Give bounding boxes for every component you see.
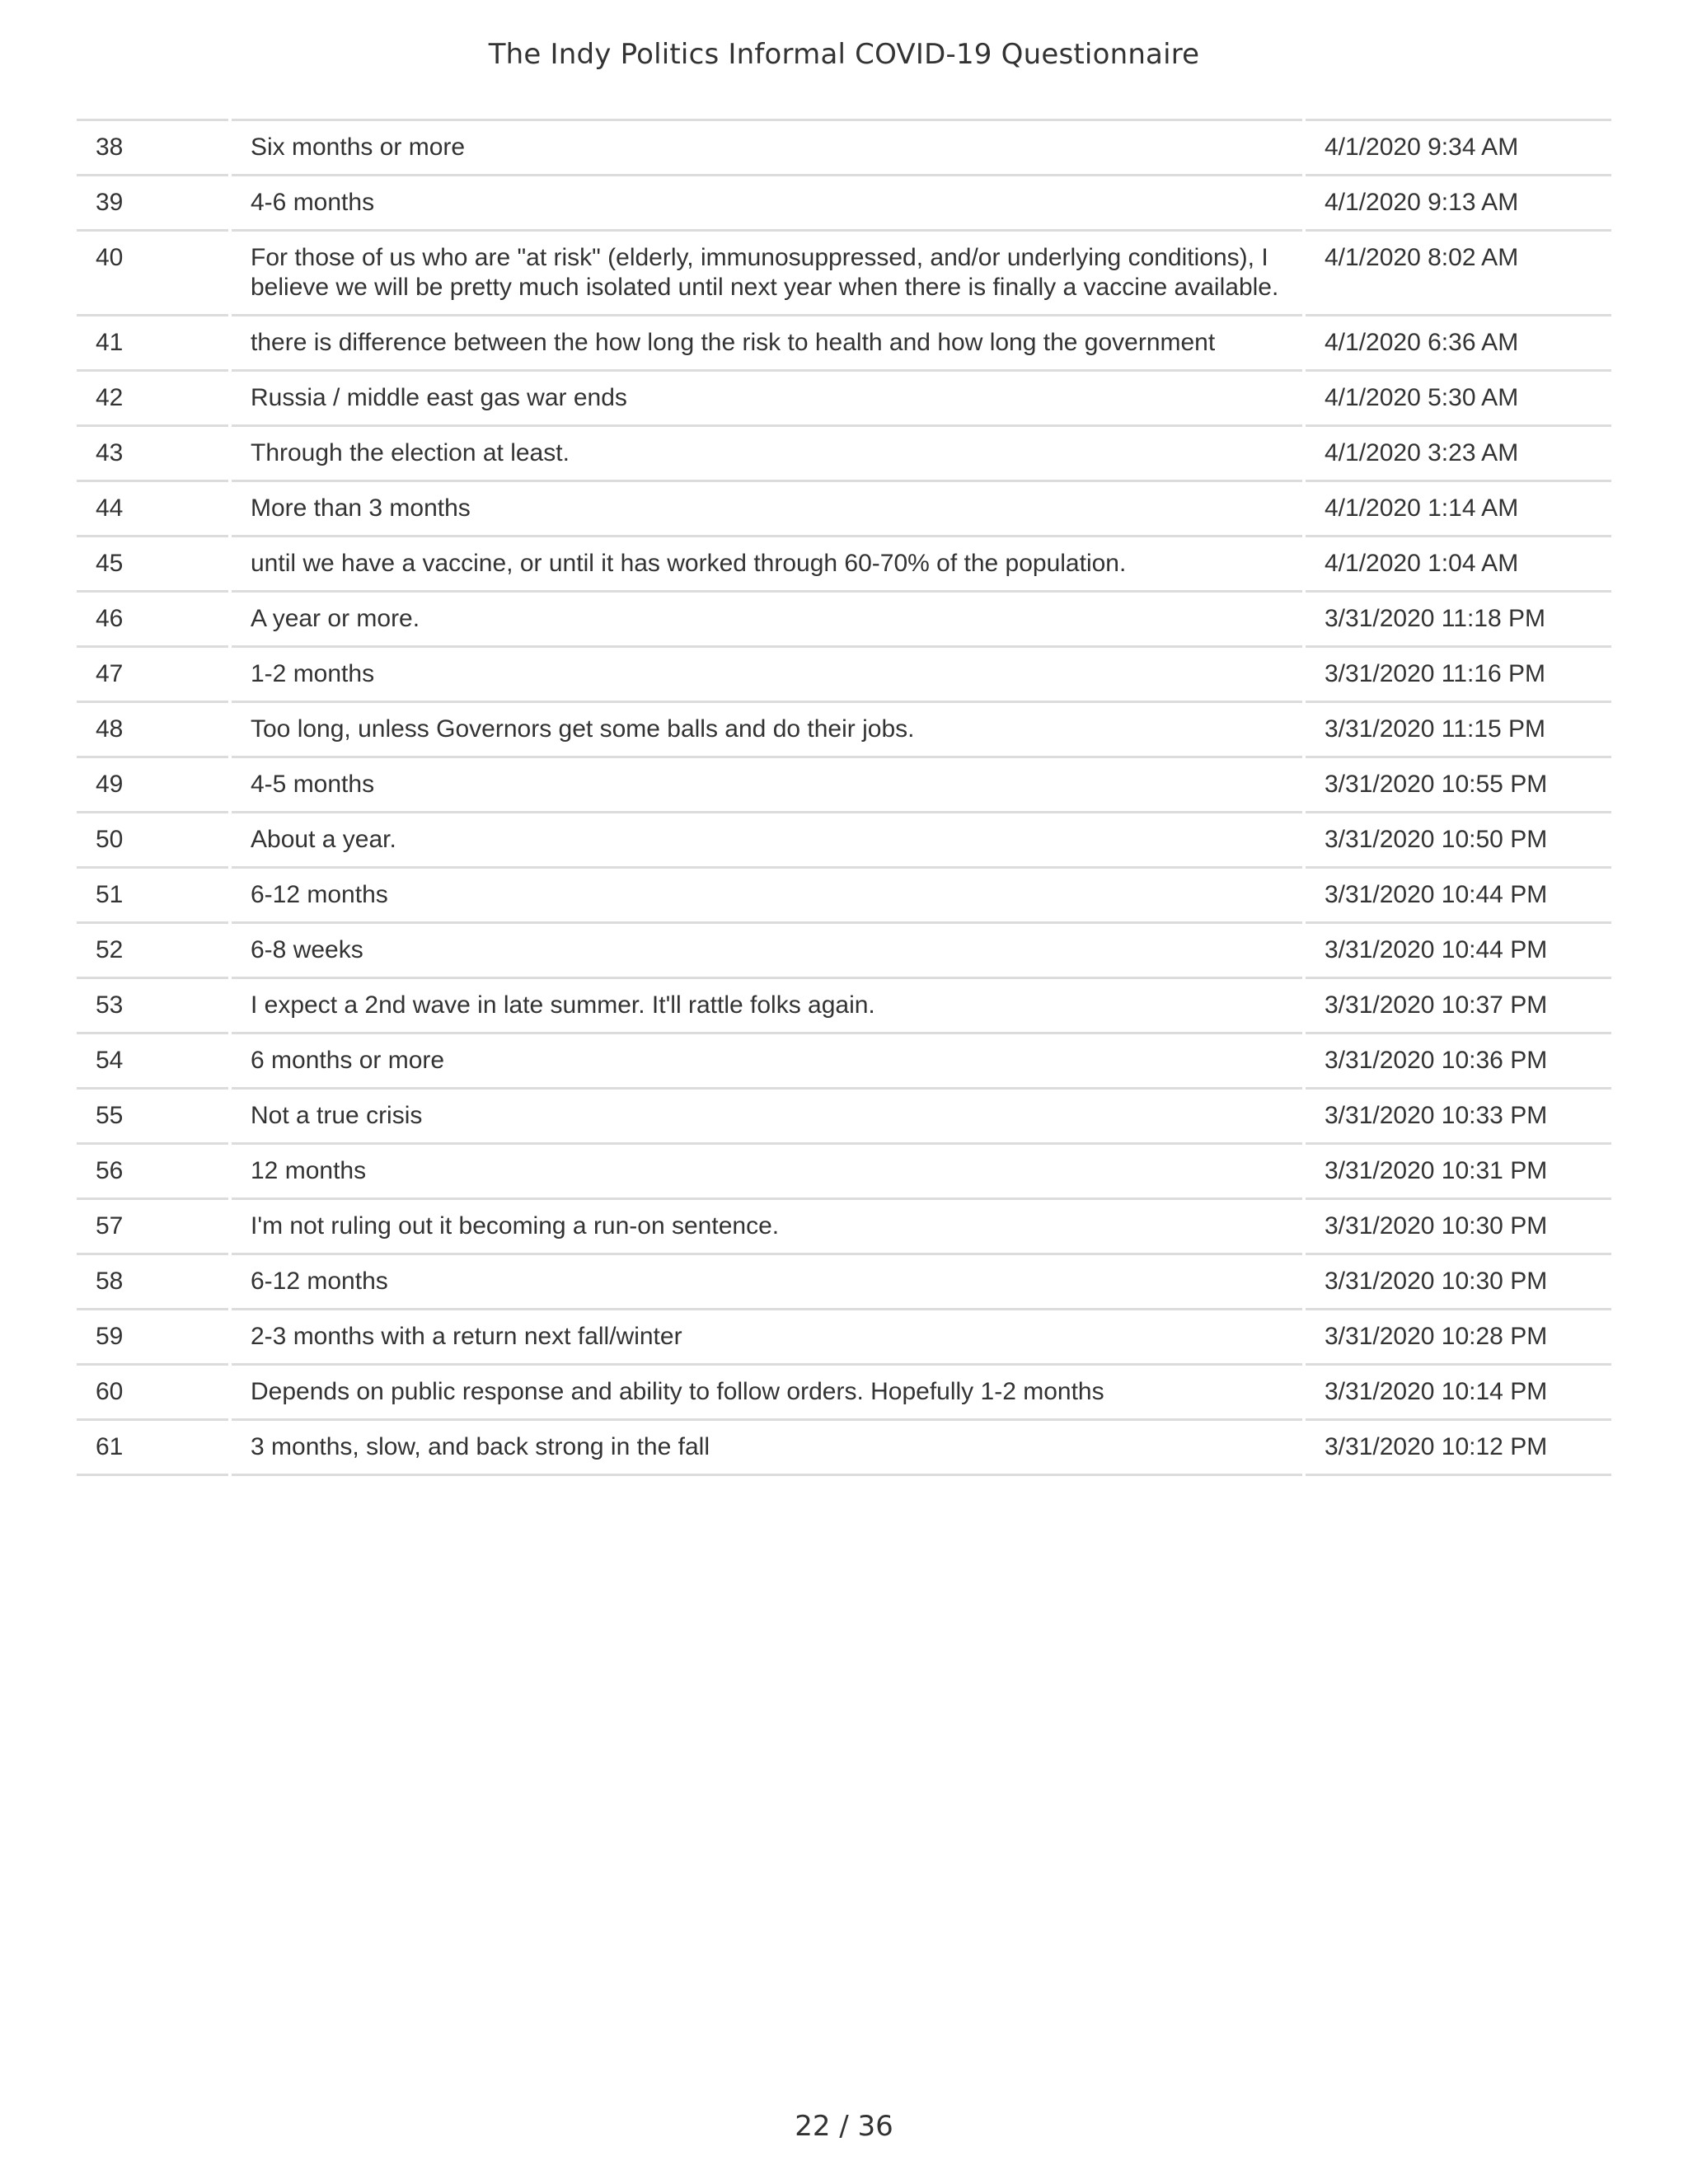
response-number: 45 xyxy=(77,535,228,590)
response-text: A year or more. xyxy=(232,590,1302,645)
response-text: 1-2 months xyxy=(232,645,1302,701)
response-date: 3/31/2020 10:30 PM xyxy=(1306,1253,1611,1308)
response-date: 4/1/2020 3:23 AM xyxy=(1306,424,1611,480)
response-date: 4/1/2020 1:14 AM xyxy=(1306,480,1611,535)
response-date: 4/1/2020 8:02 AM xyxy=(1306,229,1611,314)
response-number: 58 xyxy=(77,1253,228,1308)
response-number: 42 xyxy=(77,369,228,424)
response-number: 52 xyxy=(77,921,228,977)
table-row xyxy=(77,645,1611,701)
response-number: 49 xyxy=(77,756,228,811)
table-row xyxy=(77,369,1611,424)
response-date: 3/31/2020 10:33 PM xyxy=(1306,1087,1611,1142)
responses-table-body xyxy=(77,119,1611,1476)
response-date: 3/31/2020 10:37 PM xyxy=(1306,977,1611,1032)
response-date: 3/31/2020 10:55 PM xyxy=(1306,756,1611,811)
response-date: 4/1/2020 9:34 AM xyxy=(1306,119,1611,174)
responses-table xyxy=(73,119,1615,1476)
response-text: I'm not ruling out it becoming a run-on sentence. xyxy=(232,1197,1302,1253)
table-row xyxy=(77,921,1611,977)
response-text: until we have a vaccine, or until it has worked through 60-70% of the population. xyxy=(232,535,1302,590)
response-date: 3/31/2020 10:14 PM xyxy=(1306,1363,1611,1418)
response-date: 3/31/2020 11:16 PM xyxy=(1306,645,1611,701)
response-text: Russia / middle east gas war ends xyxy=(232,369,1302,424)
response-number: 46 xyxy=(77,590,228,645)
response-date: 3/31/2020 11:18 PM xyxy=(1306,590,1611,645)
table-row xyxy=(77,535,1611,590)
response-text: About a year. xyxy=(232,811,1302,866)
response-text: 6 months or more xyxy=(232,1032,1302,1087)
response-date: 4/1/2020 6:36 AM xyxy=(1306,314,1611,369)
response-number: 41 xyxy=(77,314,228,369)
response-text: Too long, unless Governors get some balls and do their jobs. xyxy=(232,701,1302,756)
response-text: Not a true crisis xyxy=(232,1087,1302,1142)
response-text: Depends on public response and ability to follow orders. Hopefully 1-2 months xyxy=(232,1363,1302,1418)
table-row xyxy=(77,174,1611,229)
response-text: 12 months xyxy=(232,1142,1302,1197)
table-row xyxy=(77,590,1611,645)
response-number: 60 xyxy=(77,1363,228,1418)
table-row xyxy=(77,1087,1611,1142)
response-number: 59 xyxy=(77,1308,228,1363)
response-date: 3/31/2020 10:44 PM xyxy=(1306,866,1611,921)
response-date: 3/31/2020 10:12 PM xyxy=(1306,1418,1611,1476)
page-title: The Indy Politics Informal COVID-19 Questionnaire xyxy=(488,38,1200,71)
table-row xyxy=(77,866,1611,921)
response-text: 6-12 months xyxy=(232,1253,1302,1308)
table-row xyxy=(77,701,1611,756)
response-text: I expect a 2nd wave in late summer. It'll rattle folks again. xyxy=(232,977,1302,1032)
table-row xyxy=(77,1032,1611,1087)
response-number: 39 xyxy=(77,174,228,229)
response-date: 3/31/2020 11:15 PM xyxy=(1306,701,1611,756)
table-row xyxy=(77,977,1611,1032)
response-number: 48 xyxy=(77,701,228,756)
table-row xyxy=(77,1363,1611,1418)
page-number: 22 / 36 xyxy=(795,2110,893,2143)
response-number: 53 xyxy=(77,977,228,1032)
table-row xyxy=(77,811,1611,866)
response-date: 3/31/2020 10:30 PM xyxy=(1306,1197,1611,1253)
table-row xyxy=(77,1308,1611,1363)
response-text: 4-5 months xyxy=(232,756,1302,811)
response-date: 4/1/2020 9:13 AM xyxy=(1306,174,1611,229)
response-number: 55 xyxy=(77,1087,228,1142)
table-row xyxy=(77,1142,1611,1197)
response-number: 54 xyxy=(77,1032,228,1087)
response-number: 50 xyxy=(77,811,228,866)
table-row xyxy=(77,314,1611,369)
response-date: 4/1/2020 1:04 AM xyxy=(1306,535,1611,590)
response-text: 3 months, slow, and back strong in the fall xyxy=(232,1418,1302,1476)
response-date: 3/31/2020 10:44 PM xyxy=(1306,921,1611,977)
table-row xyxy=(77,1197,1611,1253)
response-date: 3/31/2020 10:31 PM xyxy=(1306,1142,1611,1197)
table-row xyxy=(77,119,1611,174)
response-number: 51 xyxy=(77,866,228,921)
response-number: 44 xyxy=(77,480,228,535)
response-number: 38 xyxy=(77,119,228,174)
table-row xyxy=(77,229,1611,314)
response-number: 57 xyxy=(77,1197,228,1253)
table-row xyxy=(77,1418,1611,1476)
response-number: 47 xyxy=(77,645,228,701)
response-text: Through the election at least. xyxy=(232,424,1302,480)
response-text: there is difference between the how long the risk to health and how long the government xyxy=(232,314,1302,369)
response-number: 40 xyxy=(77,229,228,314)
response-text: Six months or more xyxy=(232,119,1302,174)
table-row xyxy=(77,1253,1611,1308)
response-date: 3/31/2020 10:36 PM xyxy=(1306,1032,1611,1087)
response-number: 56 xyxy=(77,1142,228,1197)
response-number: 61 xyxy=(77,1418,228,1476)
response-date: 4/1/2020 5:30 AM xyxy=(1306,369,1611,424)
response-text: For those of us who are "at risk" (elderly, immunosuppressed, and/or underlying conditions), I believe we will be pretty much isolated until next year when there is finally a vaccine available. xyxy=(232,229,1302,314)
response-text: More than 3 months xyxy=(232,480,1302,535)
table-row xyxy=(77,756,1611,811)
response-text: 2-3 months with a return next fall/winter xyxy=(232,1308,1302,1363)
response-text: 6-8 weeks xyxy=(232,921,1302,977)
response-text: 4-6 months xyxy=(232,174,1302,229)
table-row xyxy=(77,424,1611,480)
table-row xyxy=(77,480,1611,535)
response-date: 3/31/2020 10:50 PM xyxy=(1306,811,1611,866)
response-text: 6-12 months xyxy=(232,866,1302,921)
response-number: 43 xyxy=(77,424,228,480)
response-date: 3/31/2020 10:28 PM xyxy=(1306,1308,1611,1363)
